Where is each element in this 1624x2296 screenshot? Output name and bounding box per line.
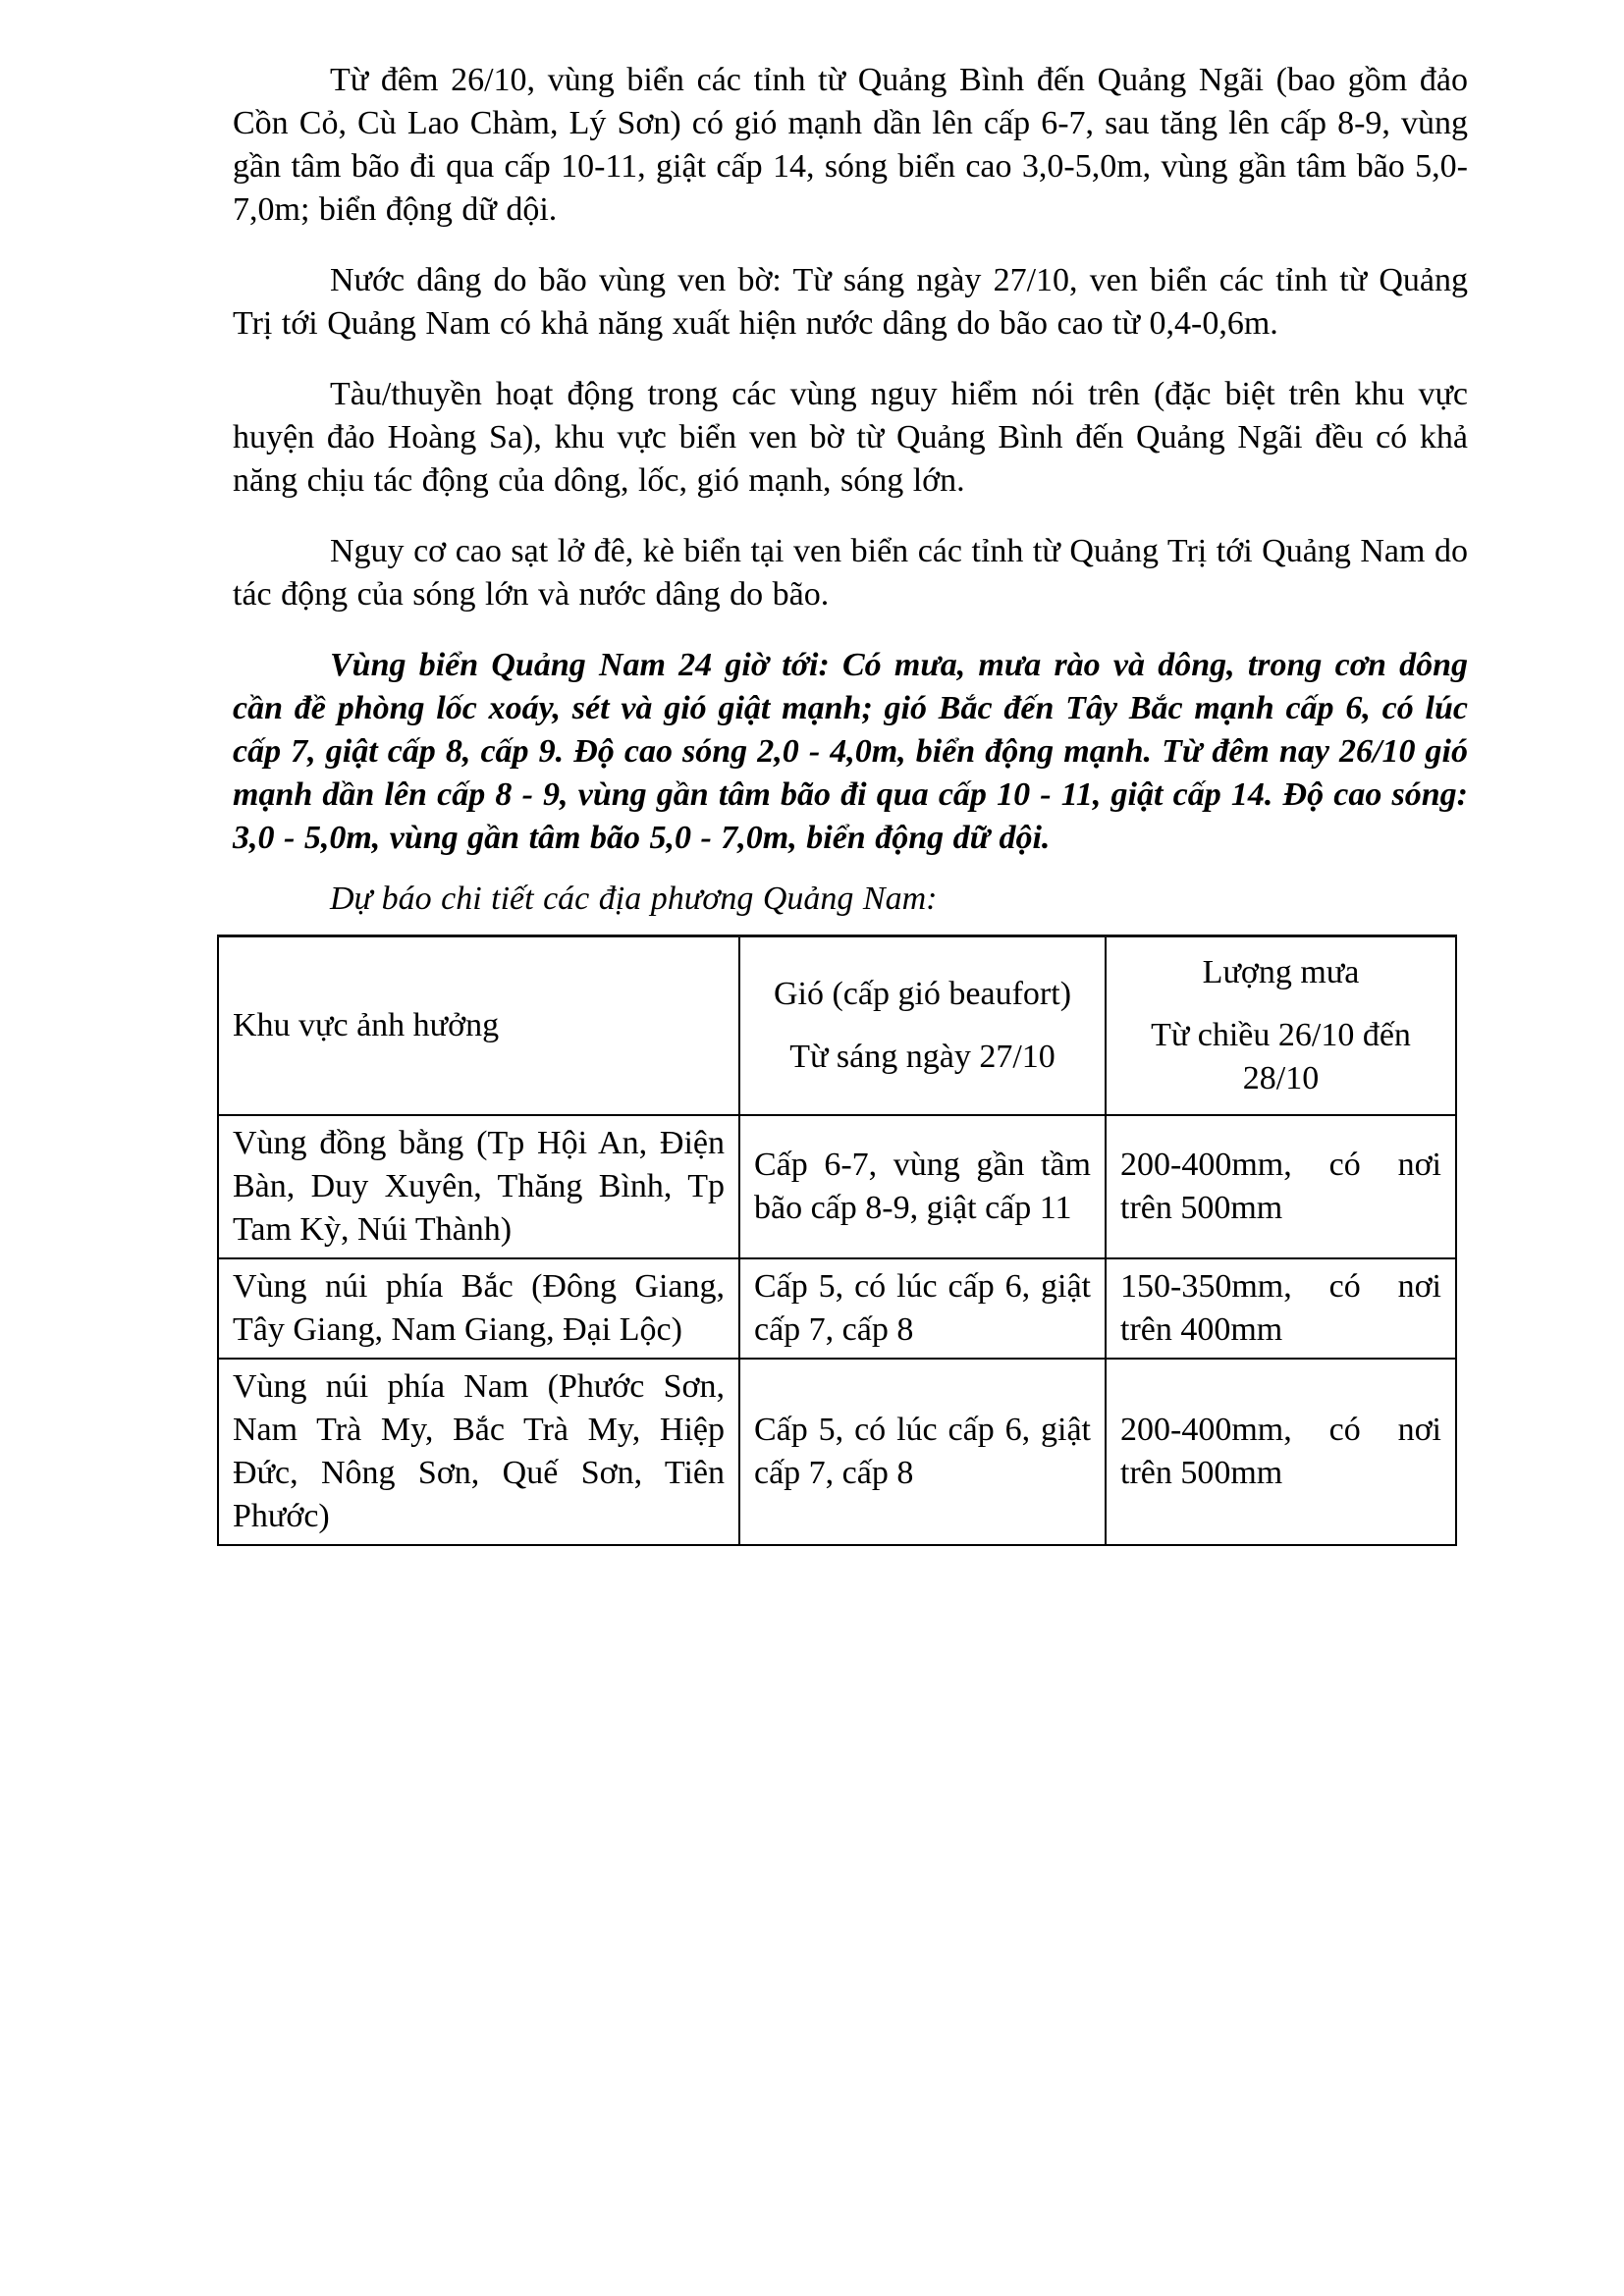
header-rain-line1: Lượng mưa (1202, 954, 1360, 990)
paragraph-storm-surge: Nước dâng do bão vùng ven bờ: Từ sáng ngày 27/10, ven biển các tỉnh từ Quảng Trị tới Quảng Nam có khả năng xuất hiện nước dâng do bão cao từ 0,4-0,6m. (233, 262, 1468, 342)
table-row-south-mountains (218, 1359, 1456, 1545)
cell-wind-south-mountains: Cấp 5, có lúc cấp 6, giật cấp 7, cấp 8 (739, 1359, 1106, 1545)
paragraph-vessel-warning: Tàu/thuyền hoạt động trong các vùng nguy hiểm nói trên (đặc biệt trên khu vực huyện đảo Hoàng Sa), khu vực biển ven bờ từ Quảng Bình đến Quảng Ngãi đều có khả năng chịu tác động của dông, lốc, gió mạnh, sóng lớn. (233, 376, 1468, 499)
cell-area-south-mountains: Vùng núi phía Nam (Phước Sơn, Nam Trà My, Bắc Trà My, Hiệp Đức, Nông Sơn, Quế Sơn, Tiên Phước) (218, 1359, 739, 1545)
cell-rain-lowland: 200-400mm, có nơi trên 500mm (1106, 1115, 1456, 1258)
cell-rain-north-mountains: 150-350mm, có nơi trên 400mm (1106, 1258, 1456, 1359)
paragraph-quangnam-sea-24h: Vùng biển Quảng Nam 24 giờ tới: Có mưa, mưa rào và dông, trong cơn dông cần đề phòng lốc xoáy, sét và gió giật mạnh; gió Bắc đến Tây Bắc mạnh cấp 6, có lúc cấp 7, giật cấp 8, cấp 9. Độ cao sóng 2,0 - 4,0m, biển động mạnh. Từ đêm nay 26/10 gió mạnh dần lên cấp 8 - 9, vùng gần tâm bão đi qua cấp 10 - 11, giật cấp 14. Độ cao sóng: 3,0 - 5,0m, vùng gần tâm bão 5,0 - 7,0m, biển động dữ dội. (233, 647, 1468, 856)
header-wind-line2: Từ sáng ngày 27/10 (789, 1039, 1056, 1075)
header-area-label: Khu vực ảnh hưởng (233, 1007, 500, 1043)
cell-area-north-mountains: Vùng núi phía Bắc (Đông Giang, Tây Giang, Nam Giang, Đại Lộc) (218, 1258, 739, 1359)
header-wind-line1: Gió (cấp gió beaufort) (773, 976, 1072, 1012)
forecast-table (217, 934, 1457, 1546)
cell-wind-lowland: Cấp 6-7, vùng gần tầm bão cấp 8-9, giật cấp 11 (739, 1115, 1106, 1258)
cell-rain-south-mountains: 200-400mm, có nơi trên 500mm (1106, 1359, 1456, 1545)
table-row-lowland (218, 1115, 1456, 1258)
header-cell-area (218, 936, 739, 1116)
table-header-row (218, 936, 1456, 1116)
paragraph-erosion-risk: Nguy cơ cao sạt lở đê, kè biển tại ven biển các tỉnh từ Quảng Trị tới Quảng Nam do tác động của sóng lớn và nước dâng do bão. (233, 533, 1468, 613)
header-rain-line2: Từ chiều 26/10 đến 28/10 (1151, 1017, 1411, 1096)
cell-area-lowland: Vùng đồng bằng (Tp Hội An, Điện Bàn, Duy Xuyên, Thăng Bình, Tp Tam Kỳ, Núi Thành) (218, 1115, 739, 1258)
table-row-north-mountains (218, 1258, 1456, 1359)
header-cell-rain (1106, 936, 1456, 1116)
paragraph-detail-forecast-lead-in: Dự báo chi tiết các địa phương Quảng Nam: (330, 881, 938, 917)
cell-wind-north-mountains: Cấp 5, có lúc cấp 6, giật cấp 7, cấp 8 (739, 1258, 1106, 1359)
header-cell-wind (739, 936, 1106, 1116)
paragraph-offshore-wind-forecast: Từ đêm 26/10, vùng biển các tỉnh từ Quảng Bình đến Quảng Ngãi (bao gồm đảo Cồn Cỏ, Cù Lao Chàm, Lý Sơn) có gió mạnh dần lên cấp 6-7, sau tăng lên cấp 8-9, vùng gần tâm bão đi qua cấp 10-11, giật cấp 14, sóng biển cao 3,0-5,0m, vùng gần tâm bão 5,0-7,0m; biển động dữ dội. (233, 62, 1468, 228)
